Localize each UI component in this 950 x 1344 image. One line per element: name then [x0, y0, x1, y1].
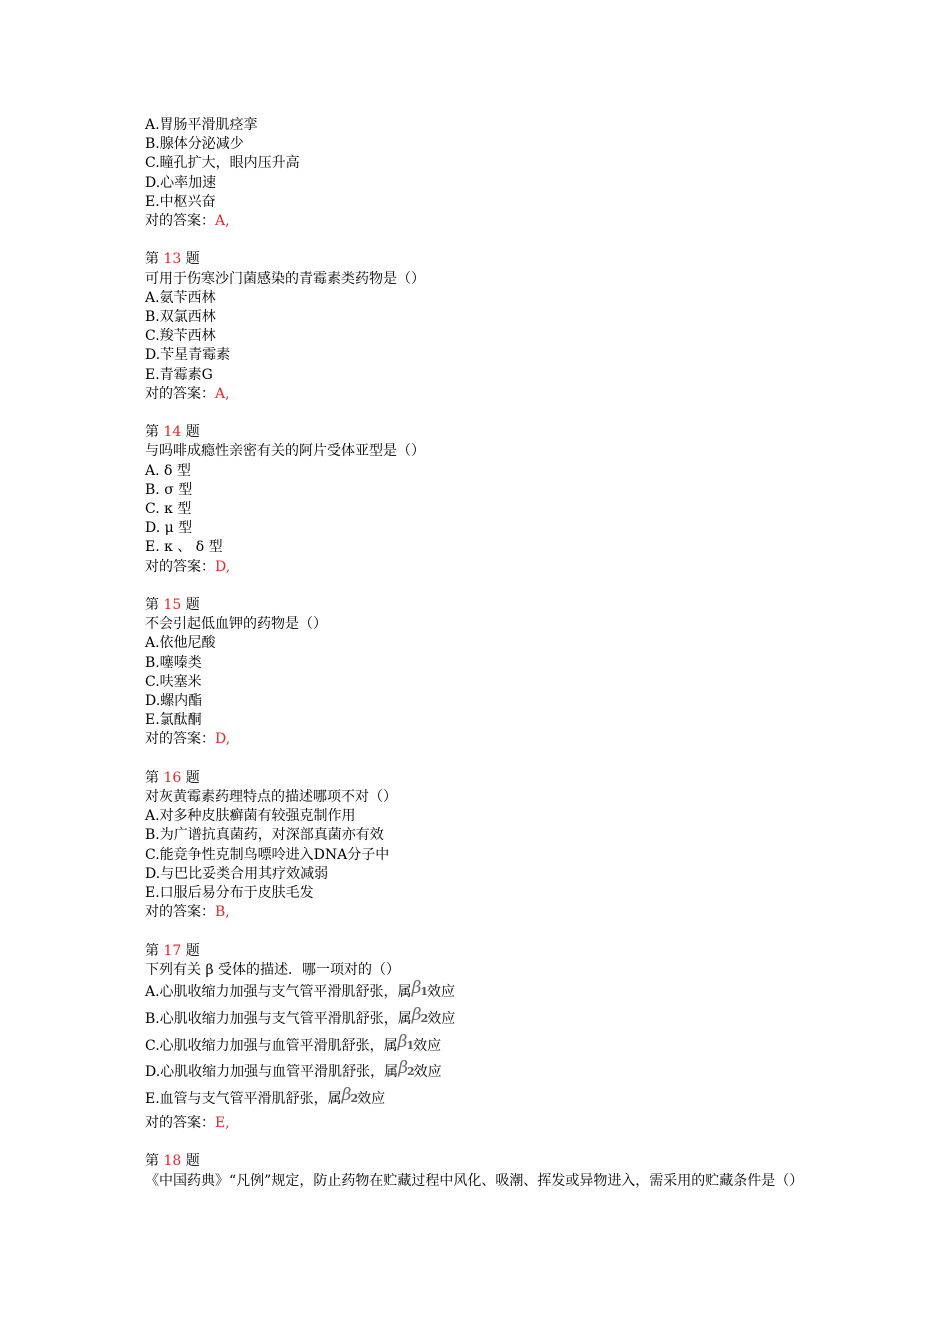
beta-symbol: $\beta_2$	[341, 1085, 358, 1106]
option: E.口服后易分布于皮肤毛发	[145, 885, 314, 902]
option: D.心率加速	[145, 174, 217, 191]
answer-label: 对的答案：	[145, 558, 215, 575]
question-number: 16	[163, 769, 182, 786]
answer-line	[145, 903, 810, 922]
answer-value: A,	[215, 213, 230, 230]
question-text: 下列有关 β 受体的描述．哪一项对的（）	[145, 961, 400, 978]
answer-value: B,	[215, 904, 230, 921]
option: B.双氯西林	[145, 309, 216, 326]
answer-label: 对的答案：	[145, 213, 215, 230]
answer-value: E,	[215, 1115, 230, 1132]
option: C. κ 型	[145, 501, 192, 518]
beta-symbol: $\beta_2$	[411, 1004, 428, 1025]
question-heading: 第 17 题	[145, 942, 200, 959]
question-number: 18	[163, 1153, 182, 1170]
option: C.瞳孔扩大，眼内压升高	[145, 155, 300, 172]
question-heading: 第 16 题	[145, 769, 200, 786]
question-heading: 第 18 题	[145, 1153, 200, 1170]
question-number: 14	[163, 424, 182, 441]
option: A.依他尼酸	[145, 635, 216, 652]
option: D.螺内酯	[145, 693, 203, 710]
question-heading: 第 13 题	[145, 251, 200, 268]
option: A.氨苄西林	[145, 289, 216, 306]
question-text: 不会引起低血钾的药物是（）	[145, 616, 327, 633]
question-13	[145, 250, 810, 404]
question-text: 可用于伤寒沙门菌感染的青霉素类药物是（）	[145, 270, 425, 287]
option: A.心肌收缩力加强与支气管平滑肌舒张，属$\beta_1$效应	[145, 978, 456, 1001]
option: B.心肌收缩力加强与支气管平滑肌舒张，属$\beta_2$效应	[145, 1004, 456, 1027]
option: C.心肌收缩力加强与血管平滑肌舒张，属$\beta_1$效应	[145, 1031, 442, 1054]
option: B.为广谱抗真菌药，对深部真菌亦有效	[145, 827, 384, 844]
option: E.血管与支气管平滑肌舒张，属$\beta_2$效应	[145, 1085, 386, 1108]
question-16	[145, 769, 810, 923]
answer-label: 对的答案：	[145, 731, 215, 748]
answer-label: 对的答案：	[145, 1115, 215, 1132]
answer-value: D,	[215, 731, 231, 748]
question-text: 对灰黄霉素药理特点的描述哪项不对（）	[145, 789, 397, 806]
option: A. δ 型	[145, 462, 191, 479]
document-page	[145, 116, 810, 1191]
answer-label: 对的答案：	[145, 904, 215, 921]
answer-line	[145, 212, 810, 231]
question-text: 《中国药典》“凡例”规定，防止药物在贮藏过程中风化、吸潮、挥发或异物进入，需采用的贮藏条件是（）	[145, 1172, 804, 1189]
option: B. σ 型	[145, 481, 193, 498]
option: C.羧苄西林	[145, 328, 216, 345]
prev-question-options	[145, 116, 810, 231]
question-18	[145, 1152, 810, 1190]
option: D.与巴比妥类合用其疗效减弱	[145, 865, 329, 882]
answer-value: D,	[215, 558, 231, 575]
option: C.能竞争性克制鸟嘌呤进入DNA分子中	[145, 846, 390, 863]
option: D.苄星青霉素	[145, 347, 231, 364]
option: E. κ 、 δ 型	[145, 539, 223, 556]
option: A.胃肠平滑肌痉挛	[145, 117, 258, 133]
beta-symbol: $\beta_2$	[398, 1058, 414, 1079]
question-17	[145, 942, 810, 1134]
option: D.心肌收缩力加强与血管平滑肌舒张，属$\beta_2$效应	[145, 1058, 442, 1081]
question-number: 15	[163, 597, 182, 614]
answer-value: A,	[215, 385, 230, 402]
option: E.青霉素G	[145, 366, 213, 383]
option: B.噻嗪类	[145, 654, 202, 671]
question-heading: 第 14 题	[145, 424, 200, 441]
answer-label: 对的答案：	[145, 385, 215, 402]
question-number: 17	[163, 942, 182, 959]
answer-line	[145, 730, 810, 749]
option: A.对多种皮肤癣菌有较强克制作用	[145, 808, 356, 825]
option: E.中枢兴奋	[145, 193, 216, 210]
question-14	[145, 423, 810, 577]
question-text: 与吗啡成瘾性亲密有关的阿片受体亚型是（）	[145, 443, 425, 460]
answer-line	[145, 1114, 810, 1133]
answer-line	[145, 385, 810, 404]
option: E.氯酞酮	[145, 712, 202, 729]
question-15	[145, 596, 810, 750]
option: C.呋塞米	[145, 673, 202, 690]
option: D. μ 型	[145, 520, 193, 537]
option: B.腺体分泌减少	[145, 136, 244, 153]
answer-line	[145, 558, 810, 577]
question-number: 13	[163, 251, 182, 268]
beta-symbol: $\beta_1$	[397, 1031, 414, 1052]
beta-symbol: $\beta_1$	[411, 978, 428, 999]
question-heading: 第 15 题	[145, 597, 200, 614]
